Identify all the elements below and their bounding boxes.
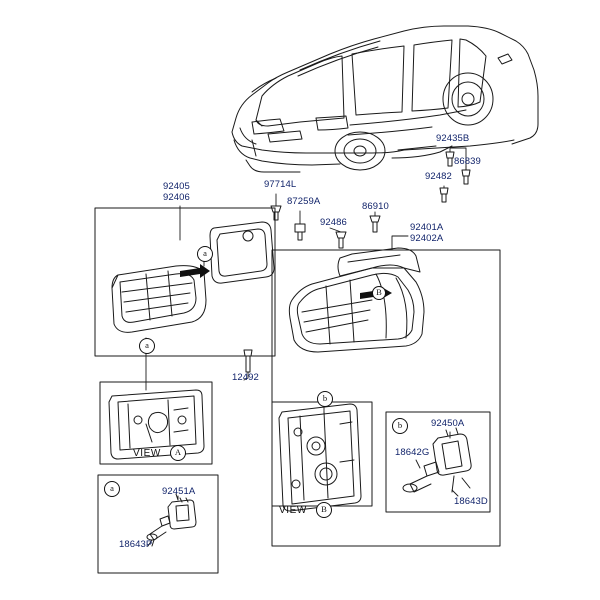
clip-86910: [370, 216, 380, 232]
lamp-gasket: [210, 222, 274, 283]
vehicle-illustration: [232, 26, 538, 172]
part-label-18643D: 18643D: [454, 496, 488, 507]
part-label-92405: 92405: [163, 181, 190, 192]
left-tail-lamp-outer: [112, 266, 206, 333]
view-label-b: VIEW: [279, 505, 307, 516]
view-badge-b: B: [316, 502, 332, 518]
nut-87259A: [295, 224, 305, 240]
part-label-92450A: 92450A: [431, 418, 465, 429]
part-label-86910: 86910: [362, 201, 389, 212]
part-label-92401A: 92401A: [410, 222, 444, 233]
callout-marker-a-upper: a: [197, 246, 213, 262]
callout-marker-b-mid: b: [317, 391, 333, 407]
part-label-92482: 92482: [425, 171, 452, 182]
screw-12492: [244, 350, 252, 372]
callout-marker-b-box: b: [392, 418, 408, 434]
part-label-86839: 86839: [454, 156, 481, 167]
part-label-18642G: 18642G: [395, 447, 430, 458]
part-label-92406: 92406: [163, 192, 190, 203]
screw-92486: [336, 232, 346, 248]
part-label-18643P: 18643P: [119, 539, 153, 550]
arrow-badge-b: B: [372, 286, 386, 300]
socket-detail-b: [403, 428, 471, 492]
part-label-92451A: 92451A: [162, 486, 196, 497]
part-label-92486: 92486: [320, 217, 347, 228]
view-badge-a: A: [170, 445, 186, 461]
right-lamp-rear-detail: [279, 404, 361, 511]
part-label-92402A: 92402A: [410, 233, 444, 244]
callout-marker-a-box: a: [104, 481, 120, 497]
view-label-a: VIEW: [133, 448, 161, 459]
part-label-92435B: 92435B: [436, 133, 470, 144]
callout-marker-a-mid: a: [139, 338, 155, 354]
right-tail-lamp-outer: [289, 248, 424, 352]
part-label-87259A: 87259A: [287, 196, 321, 207]
socket-detail-a: [147, 498, 196, 540]
part-label-12492: 12492: [232, 372, 259, 383]
part-label-97714L: 97714L: [264, 179, 297, 190]
